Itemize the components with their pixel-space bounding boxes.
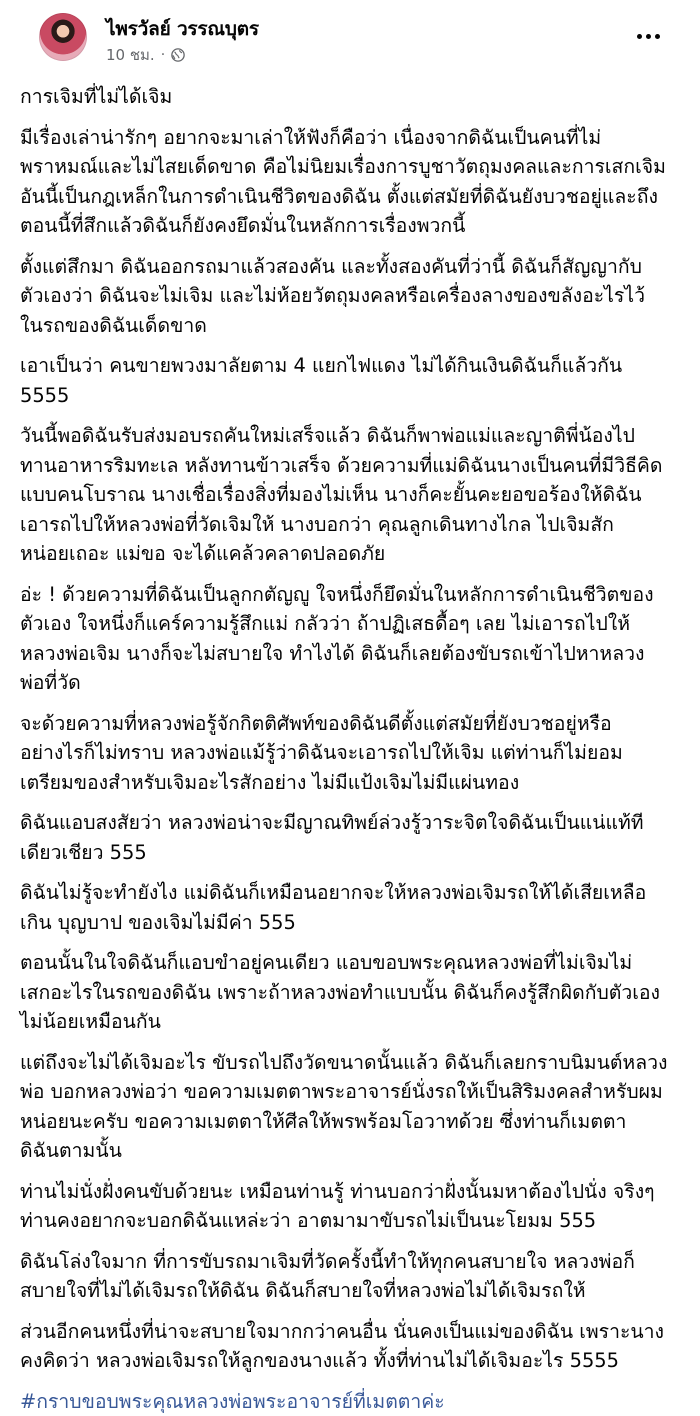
post-paragraph: แต่ถึงจะไม่ได้เจิมอะไร ขับรถไปถึงวัดขนาดนั้นแล้ว ดิฉันก็เลยกราบนิมนต์หลวง พ่อ บอกหลวงพ่อว่า ขอความเมตตาพระอาจารย์นั่งรถให้เป็นสิริมงคลสำหรับผม หน่อยนะครับ ขอความเมตตาให้ศีลให้พรพร้อมโอวาทด้วย ซึ่งท่านก็เมตตา ดิฉันตามนั้น <box>20 1048 686 1166</box>
post-header <box>20 0 680 74</box>
more-dot-icon <box>637 34 642 39</box>
post-paragraph: เอาเป็นว่า คนขายพวงมาลัยตาม 4 แยกไฟแดง ไม่ได้กินเงินดิฉันก็แล้วกัน 5555 <box>20 351 686 410</box>
meta-separator: · <box>161 47 165 63</box>
post-paragraph: มีเรื่องเล่าน่ารักๆ อยากจะมาเล่าให้ฟังก็คือว่า เนื่องจากดิฉันเป็นคนที่ไม่ พราหมณ์และไม่ไสยเด็ดขาด คือไม่นิยมเรื่องการบูชาวัตถุมงคลและการเสกเจิม อันนี้เป็นกฎเหล็กในการดำเนินชีวิตของดิฉัน ตั้งแต่สมัยที่ดิฉันยังบวชอยู่และถึง ตอนนี้ที่สึกแล้วดิฉันก็ยังคงยึดมั่นในหลักการเรื่องพวกนี้ <box>20 123 686 241</box>
globe-icon[interactable] <box>171 48 185 62</box>
post-paragraph: จะด้วยความที่หลวงพ่อรู้จักกิตติศัพท์ของดิฉันดีตั้งแต่สมัยที่ยังบวชอยู่หรือ อย่างไรก็ไม่ทราบ หลวงพ่อแม้รู้ว่าดิฉันจะเอารถไปให้เจิม แต่ท่านก็ไม่ยอม เตรียมของสำหรับเจิมอะไรสักอย่าง ไม่มีแป้งเจิมไม่มีแผ่นทอง <box>20 709 686 798</box>
hashtag-link[interactable]: #กราบขอบพระคุณหลวงพ่อพระอาจารย์ที่เมตตาค่ะ <box>20 1387 686 1416</box>
post-title: การเจิมที่ไม่ได้เจิม <box>20 82 686 112</box>
post-body <box>20 82 686 1416</box>
post-paragraph: ตอนนั้นในใจดิฉันก็แอบขำอยู่คนเดียว แอบขอบพระคุณหลวงพ่อที่ไม่เจิมไม่ เสกอะไรในรถของดิฉัน เพราะถ้าหลวงพ่อทำแบบนั้น ดิฉันก็คงรู้สึกผิดกับตัวเอง ไม่น้อยเหมือนกัน <box>20 948 686 1037</box>
post-meta <box>106 43 185 67</box>
author-name[interactable]: ไพรวัลย์ วรรณบุตร <box>106 14 259 44</box>
post-paragraph: ดิฉันแอบสงสัยว่า หลวงพ่อน่าจะมีญาณทิพย์ล่วงรู้วาระจิตใจดิฉันเป็นแน่แท้ที เดียวเชียว 555 <box>20 808 686 867</box>
post-paragraph: อ่ะ ! ด้วยความที่ดิฉันเป็นลูกกตัญญู ใจหนึ่งก็ยึดมั่นในหลักการดำเนินชีวิตของ ตัวเอง ใจหนึ่งก็แคร์ความรู้สึกแม่ กลัวว่า ถ้าปฏิเสธดื้อๆ เลย ไม่เอารถไปให้ หลวงพ่อเจิม นางก็จะไม่สบายใจ ทำไงได้ ดิฉันก็เลยต้องขับรถเข้าไปหาหลวง พ่อที่วัด <box>20 580 686 698</box>
post-paragraph: ส่วนอีกคนหนึ่งที่น่าจะสบายใจมากกว่าคนอื่น นั่นคงเป็นแม่ของดิฉัน เพราะนาง คงคิดว่า หลวงพ่อเจิมรถให้ลูกของนางแล้ว ทั้งที่ท่านไม่ได้เจิมอะไร 5555 <box>20 1317 686 1376</box>
post-paragraph: ดิฉันโล่งใจมาก ที่การขับรถมาเจิมที่วัดครั้งนี้ทำให้ทุกคนสบายใจ หลวงพ่อก็ สบายใจที่ไม่ได้เจิมรถให้ดิฉัน ดิฉันก็สบายใจที่หลวงพ่อไม่ได้เจิมรถให้ <box>20 1247 686 1306</box>
post-paragraph: ท่านไม่นั่งฝั่งคนขับด้วยนะ เหมือนท่านรู้ ท่านบอกว่าฝั่งนั้นมหาต้องไปนั่ง จริงๆ ท่านคงอยากจะบอกดิฉันแหล่ะว่า อาตมามาขับรถไม่เป็นนะโยมม 555 <box>20 1177 686 1236</box>
more-options-button[interactable] <box>628 22 668 50</box>
post-time[interactable]: 10 ชม. <box>106 43 155 67</box>
post-paragraph: วันนี้พอดิฉันรับส่งมอบรถคันใหม่เสร็จแล้ว ดิฉันก็พาพ่อแม่และญาติพี่น้องไป ทานอาหารริมทะเล หลังทานข้าวเสร็จ ด้วยความที่แม่ดิฉันนางเป็นคนที่มีวิธีคิด แบบคนโบราณ นางเชื่อเรื่องสิ่งที่มองไม่เห็น นางก็คะยั้นคะยอขอร้องให้ดิฉัน เอารถไปให้หลวงพ่อที่วัดเจิมให้ นางบอกว่า คุณลูกเดินทางไกล ไปเจิมสัก หน่อยเถอะ แม่ขอ จะได้แคล้วคลาดปลอดภัย <box>20 421 686 569</box>
post-paragraph: ดิฉันไม่รู้จะทำยังไง แม่ดิฉันก็เหมือนอยากจะให้หลวงพ่อเจิมรถให้ได้เสียเหลือ เกิน บุญบาป ของเจิมไม่มีค่า 555 <box>20 878 686 937</box>
more-dot-icon <box>655 34 660 39</box>
avatar[interactable] <box>39 13 87 61</box>
more-dot-icon <box>646 34 651 39</box>
post-paragraph: ตั้งแต่สึกมา ดิฉันออกรถมาแล้วสองคัน และทั้งสองคันที่ว่านี้ ดิฉันก็สัญญากับ ตัวเองว่า ดิฉันจะไม่เจิม และไม่ห้อยวัตถุมงคลหรือเครื่องลางของขลังอะไรไว้ ในรถของดิฉันเด็ดขาด <box>20 252 686 341</box>
